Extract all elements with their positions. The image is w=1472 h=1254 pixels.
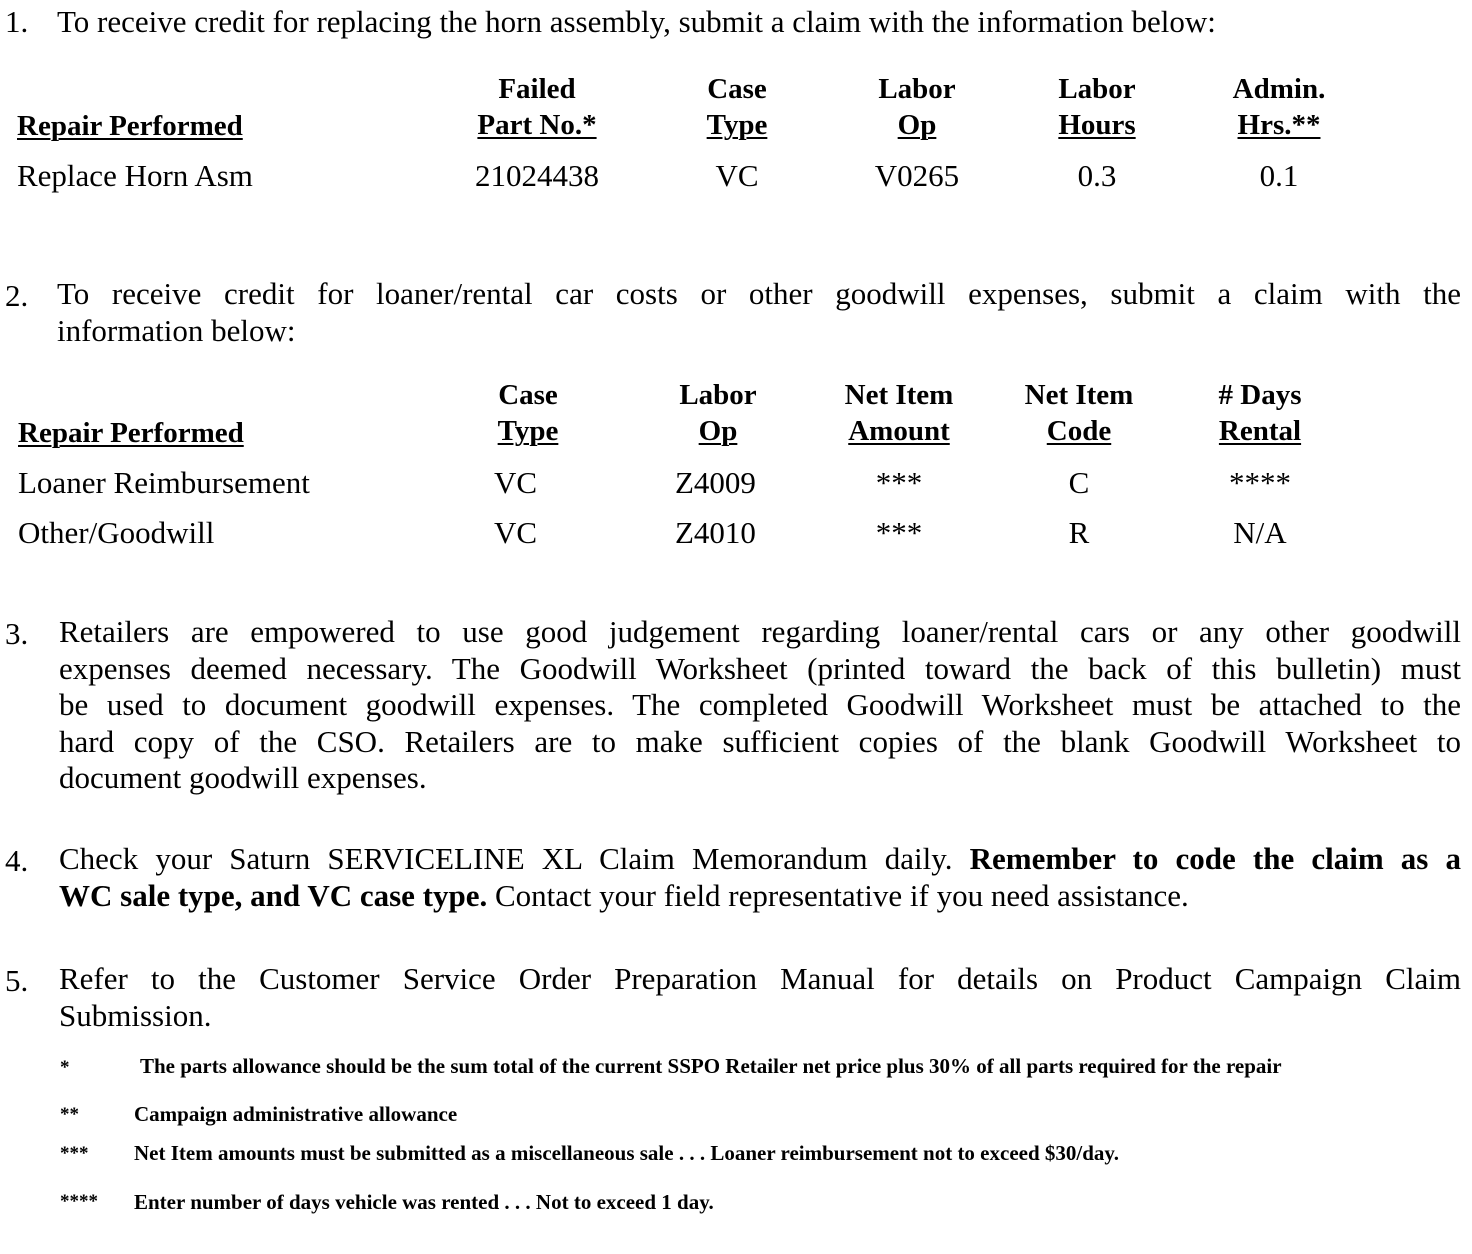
footnote-2-mark: **	[60, 1104, 79, 1125]
t2-header-case-type: Case Type	[497, 379, 559, 447]
footnote-1-mark: *	[60, 1057, 70, 1078]
t1-header-case-type: Case Type	[706, 73, 768, 141]
t1-cell-case-type: VC	[715, 158, 759, 193]
item-1-number: 1.	[5, 4, 29, 39]
t2-row1-code: C	[1068, 465, 1090, 500]
t2-row2-labor-op: Z4010	[675, 515, 756, 550]
t2-row2-code: R	[1068, 515, 1090, 550]
t2-row1-amount: ***	[875, 465, 923, 500]
item-4-number: 4.	[5, 843, 29, 878]
footnote-3-mark: ***	[60, 1143, 89, 1164]
t2-row2-days: N/A	[1233, 515, 1287, 550]
t2-row2-case-type: VC	[494, 515, 538, 550]
item-4-text: Check your Saturn SERVICELINE XL Claim Memorandum daily. Remember to code the claim as a WC sale type, and VC case type. Contact your field representative if you need assistance.	[59, 841, 1461, 913]
t2-header-repair: Repair Performed	[18, 417, 244, 449]
t2-header-net-item-amount: Net Item Amount	[844, 379, 954, 447]
t2-header-days-rental: # Days Rental	[1218, 379, 1302, 447]
t2-row1-case-type: VC	[494, 465, 538, 500]
t1-cell-admin-hrs: 0.1	[1259, 158, 1299, 193]
item-2-text: To receive credit for loaner/rental car costs or other goodwill expenses, submit a claim with the information below:	[57, 276, 1461, 348]
item-3-number: 3.	[5, 616, 29, 651]
t2-row1-labor-op: Z4009	[675, 465, 756, 500]
footnote-1-text: The parts allowance should be the sum total of the current SSPO Retailer net price plus 30% of all parts required for the repair	[140, 1054, 1282, 1078]
footnote-4-text: Enter number of days vehicle was rented . . . Not to exceed 1 day.	[134, 1190, 714, 1214]
t1-header-labor-hours: Labor Hours	[1058, 73, 1136, 141]
footnote-3-text: Net Item amounts must be submitted as a miscellaneous sale . . . Loaner reimbursement not to exceed $30/day.	[134, 1141, 1120, 1165]
item-5-text: Refer to the Customer Service Order Preparation Manual for details on Product Campaign Claim Submission.	[59, 961, 1461, 1033]
t1-cell-labor-hours: 0.3	[1077, 158, 1117, 193]
t1-cell-labor-op: V0265	[874, 158, 960, 193]
item-2-number: 2.	[5, 278, 29, 313]
t2-header-labor-op: Labor Op	[679, 379, 757, 447]
item-5-number: 5.	[5, 963, 29, 998]
footnote-4-mark: ****	[60, 1191, 98, 1212]
t1-cell-part-no: 21024438	[475, 158, 599, 193]
t2-row1-repair: Loaner Reimbursement	[18, 465, 310, 500]
t2-row2-repair: Other/Goodwill	[18, 515, 215, 550]
footnote-2-text: Campaign administrative allowance	[134, 1102, 458, 1126]
item-3-text: Retailers are empowered to use good judgement regarding loaner/rental cars or any other goodwill expenses deemed necessary. The Goodwill Worksheet (printed toward the back of this bulletin) must be used to document goodwill expenses. The completed Goodwill Worksheet must be attached to the hard copy of the CSO. Retailers are to make sufficient copies of the blank Goodwill Worksheet to document goodwill expenses.	[59, 614, 1461, 795]
item-1-text: To receive credit for replacing the horn assembly, submit a claim with the information below:	[57, 4, 1216, 39]
t1-header-repair: Repair Performed	[17, 110, 243, 142]
t2-header-net-item-code: Net Item Code	[1024, 379, 1134, 447]
t1-header-admin-hrs: Admin. Hrs.**	[1232, 73, 1326, 141]
t1-header-labor-op: Labor Op	[878, 73, 956, 141]
t1-cell-repair: Replace Horn Asm	[17, 158, 253, 193]
t2-row1-days: ****	[1229, 465, 1291, 500]
t2-row2-amount: ***	[875, 515, 923, 550]
t1-header-failed-part: Failed Part No.*	[477, 73, 597, 141]
